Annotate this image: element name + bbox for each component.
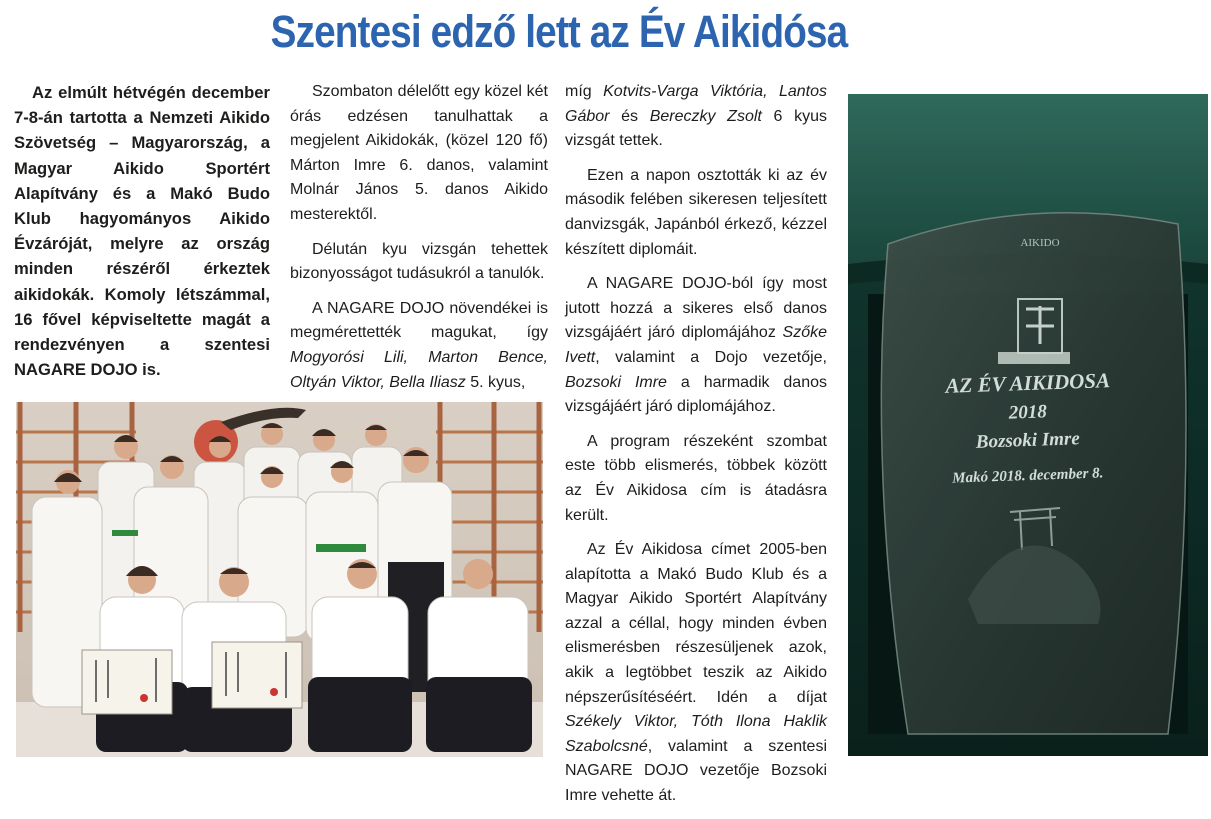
body-column-3 [565, 80, 827, 819]
paragraph: A program részeként szombat este több elismerés, többek között az Év Aikidosa cím is átadásra került. [565, 432, 827, 524]
group-photo [16, 402, 543, 757]
lead-paragraph: Az elmúlt hétvégén december 7-8-án tartotta a Nemzeti Aikido Szövetség – Magyarország, a Magyar Aikido Sportért Alapítvány és a Makó Budo Klub hagyományos Aikido Évzáróját, melyre az ország minden részéről érkeztek aikidokák. Komoly létszámmal, 16 fővel képviseltette magát a rendezvényen a szentesi NAGARE DOJO is. [14, 83, 270, 380]
paragraph: Ezen a napon osztották ki az év második felében sikeresen teljesített danvizsgák, Japánból érkező, kézzel készített diplomáit. [565, 166, 827, 258]
paragraph: Szombaton délelőtt egy közel két órás edzésen tanulhattak a megjelent Aikidokák, (közel 120 fő) Márton Imre 6. danos, valamint Molnár János 5. danos Aikido mesterektől. [290, 83, 548, 223]
paragraph: Az Év Aikidosa címet 2005-ben alapította a Makó Budo Klub és a Magyar Aikido Sportért Alapítvány azzal a céllal, hogy minden évben elismerésben részesüljenek azok, akik a legtöbbet teszik az Aikido népszerűsítéséért. Idén a díjat Székely Viktor, Tóth Ilona Haklik Szabolcsné, valamint a szentesi NAGARE DOJO vezetője Bozsoki Imre vehette át. [565, 541, 827, 805]
lead-column [14, 80, 270, 392]
paragraph: Délután kyu vizsgán tehettek bizonyosságot tudásukról a tanulók. [290, 240, 548, 283]
trophy-photo [848, 94, 1208, 756]
trophy-title: AZ ÉV AIKIDOSA [945, 368, 1111, 398]
paragraph: A NAGARE DOJO növendékei is megmérettették magukat, így Mogyorósi Lili, Marton Bence, Oltyán Viktor, Bella Iliasz 5. kyus, [290, 299, 548, 391]
paragraph: A NAGARE DOJO-ból így most jutott hozzá a sikeres első danos vizsgájáért járó diplomájához Szőke Ivett, valamint a Dojo vezetője, Bozsoki Imre a harmadik danos vizsgájáért járó diplomájához. [565, 275, 828, 416]
student-names: Mogyorósi Lili, Marton Bence, Oltyán Viktor, Bella Iliasz [290, 348, 548, 391]
trophy-name: Bozsoki Imre [975, 428, 1081, 453]
paragraph: míg Kotvits-Varga Viktória, Lantos Gábor és Bereczky Zsolt 6 kyus vizsgát tettek. [565, 83, 827, 150]
article-headline: Szentesi edző lett az Év Aikidósa [270, 6, 848, 57]
body-column-2 [290, 80, 548, 405]
trophy-year: 2018 [1008, 401, 1048, 424]
trophy-brand: AIKIDO [1020, 237, 1060, 249]
trophy-date: Makó 2018. december 8. [952, 465, 1104, 487]
